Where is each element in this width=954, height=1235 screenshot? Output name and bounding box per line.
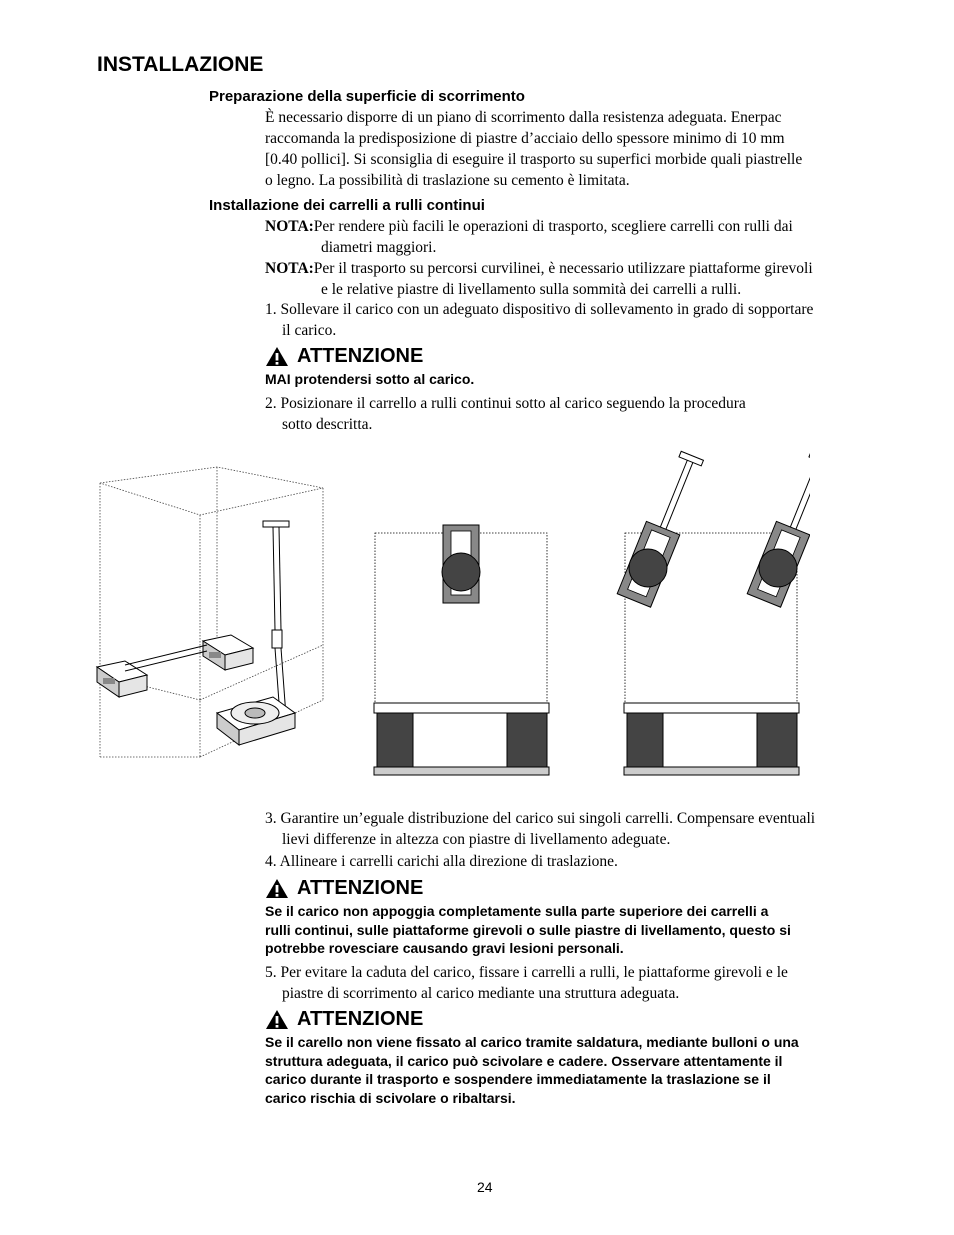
step-text: 4. Allineare i carrelli carichi alla direzione di traslazione. (265, 853, 618, 870)
warning-title: ATTENZIONE (297, 345, 424, 367)
warning-line: MAI protendersi sotto al carico. (265, 371, 475, 387)
page-number: 24 (477, 1179, 493, 1195)
step-text: 3. Garantire un’eguale distribuzione del carico sui singoli carrelli. Compensare eventuali (265, 810, 816, 827)
step-2 (265, 393, 885, 435)
surface-line: È necessario disporre di un piano di scorrimento dalla resistenza adeguata. Enerpac (265, 109, 782, 126)
warning-text-3 (265, 1033, 799, 1107)
surface-line: o legno. La possibilità di traslazione su cemento è limitata. (265, 172, 630, 189)
front-view-steered (617, 449, 810, 775)
connecting-bar (125, 645, 207, 671)
note-label: NOTA: (265, 218, 314, 235)
warning-text-1 (265, 370, 474, 389)
note-text-cont: diametri maggiori. (321, 239, 437, 256)
step-text: 5. Per evitare la caduta del carico, fissare i carrelli a rulli, le piattaforme girevoli e le (265, 964, 788, 981)
warning-line: potrebbe rovesciare causando gravi lesioni personali. (265, 940, 624, 956)
warning-triangle-icon (265, 878, 289, 899)
warning-text-2 (265, 902, 791, 958)
step-4 (265, 851, 885, 872)
note-label: NOTA: (265, 260, 314, 277)
warning-line: Se il carico non appoggia completamente sulla parte superiore dei carrelli a (265, 903, 769, 919)
step-text: 2. Posizionare il carrello a rulli continui sotto al carico seguendo la procedura (265, 395, 746, 412)
roller-skate-right (203, 635, 253, 670)
step-3 (265, 808, 885, 850)
warning-line: rulli continui, sulle piattaforme girevoli o sulle piastre di livellamento, questo si (265, 921, 791, 938)
warning-line: Se il carello non viene fissato al carico tramite saldatura, mediante bulloni o una (265, 1034, 799, 1050)
warning-title: ATTENZIONE (297, 877, 424, 899)
warning-triangle-icon (265, 346, 289, 367)
surface-paragraph (265, 107, 885, 191)
warning-heading-1 (265, 345, 423, 368)
surface-line: [0.40 pollici]. Si sconsiglia di eseguire il trasporto su superfici morbide quali piastrelle (265, 151, 803, 168)
section-heading-install: Installazione dei carrelli a rulli continui (209, 197, 485, 214)
front-view-straight (374, 525, 549, 775)
warning-line: carico durante il trasporto e sospendere immediatamente la traslazione se il (265, 1071, 771, 1087)
step-text-cont: sotto descritta. (282, 416, 373, 433)
roller-skate-left (97, 661, 147, 697)
trolley-installation-illustration (95, 445, 810, 785)
page-title: INSTALLAZIONE (97, 53, 264, 76)
step-text-cont: lievi differenze in altezza con piastre di livellamento adeguate. (282, 831, 671, 848)
note-text-cont: e le relative piastre di livellamento sulla sommità dei carrelli a rulli. (321, 281, 742, 298)
warning-line: struttura adeguata, il carico può scivolare e cadere. Osservare attentamente il (265, 1052, 783, 1069)
step-5 (265, 962, 885, 1004)
note-2 (265, 258, 885, 300)
note-text: Per il trasporto su percorsi curvilinei, è necessario utilizzare piattaforme girevoli (313, 260, 813, 277)
section-heading-surface: Preparazione della superficie di scorrimento (209, 88, 525, 105)
warning-title: ATTENZIONE (297, 1008, 424, 1030)
surface-line: raccomanda la predisposizione di piastre d’acciaio dello spessore minimo di 10 mm (265, 130, 785, 147)
steering-handle-skate (217, 521, 295, 745)
warning-heading-2 (265, 877, 423, 900)
note-text: Per rendere più facili le operazioni di trasporto, scegliere carrelli con rulli dai (313, 218, 793, 235)
warning-line: carico rischia di scivolare o ribaltarsi. (265, 1089, 516, 1106)
step-text-cont: piastre di scorrimento al carico mediante una struttura adeguata. (282, 985, 680, 1002)
step-1 (265, 299, 885, 341)
warning-triangle-icon (265, 1009, 289, 1030)
warning-heading-3 (265, 1008, 423, 1031)
note-1 (265, 216, 885, 258)
step-text: 1. Sollevare il carico con un adeguato dispositivo di sollevamento in grado di sopportare (265, 301, 814, 318)
step-text-cont: il carico. (282, 322, 337, 339)
